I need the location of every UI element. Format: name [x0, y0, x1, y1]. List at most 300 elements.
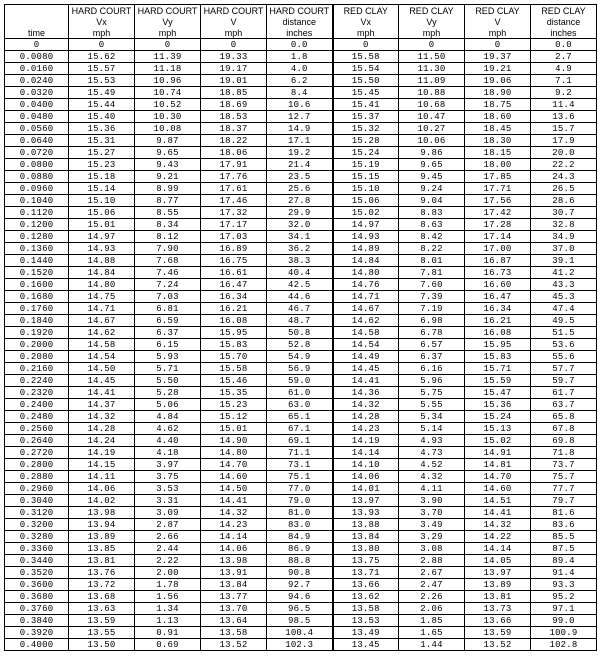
value-cell: 7.90 [135, 243, 201, 255]
value-cell: 2.47 [399, 579, 465, 591]
time-cell: 0.1280 [5, 231, 69, 243]
value-cell: 19.17 [201, 63, 267, 75]
table-row [5, 291, 597, 303]
value-cell: 17.61 [201, 183, 267, 195]
value-cell: 14.49 [333, 351, 399, 363]
value-cell: 9.04 [399, 195, 465, 207]
table-row [5, 435, 597, 447]
value-cell: 14.32 [201, 507, 267, 519]
value-cell: 15.24 [465, 411, 531, 423]
time-cell: 0.0320 [5, 87, 69, 99]
value-cell: 14.19 [333, 435, 399, 447]
table-row [5, 363, 597, 375]
value-cell: 14.93 [333, 231, 399, 243]
value-cell: 6.15 [135, 339, 201, 351]
value-cell: 14.62 [69, 327, 135, 339]
value-cell: 5.06 [135, 399, 201, 411]
value-cell: 14.15 [69, 459, 135, 471]
value-cell: 57.7 [531, 363, 597, 375]
value-cell: 14.80 [201, 447, 267, 459]
value-cell: 10.47 [399, 111, 465, 123]
value-cell: 15.57 [69, 63, 135, 75]
value-cell: 14.06 [69, 483, 135, 495]
value-cell: 8.42 [399, 231, 465, 243]
header-row-units [5, 27, 597, 39]
table-row [5, 459, 597, 471]
value-cell: 13.52 [465, 639, 531, 651]
value-cell: 69.8 [531, 435, 597, 447]
value-cell: 34.1 [267, 231, 333, 243]
value-cell: 16.08 [465, 327, 531, 339]
value-cell: 13.58 [333, 603, 399, 615]
time-cell: 0.3920 [5, 627, 69, 639]
table-row [5, 267, 597, 279]
time-cell: 0.1200 [5, 219, 69, 231]
time-cell: 0.2880 [5, 471, 69, 483]
value-cell: 8.01 [399, 255, 465, 267]
value-cell: 17.91 [201, 159, 267, 171]
value-cell: 13.68 [69, 591, 135, 603]
table-row [5, 603, 597, 615]
time-cell: 0.0480 [5, 111, 69, 123]
value-cell: 15.59 [465, 375, 531, 387]
header-cell: Vx [333, 16, 399, 27]
value-cell: 18.30 [465, 135, 531, 147]
header-row-quantity [5, 16, 597, 27]
value-cell: 10.30 [135, 111, 201, 123]
value-cell: 84.9 [267, 531, 333, 543]
table-row [5, 219, 597, 231]
value-cell: 18.00 [465, 159, 531, 171]
value-cell: 7.46 [135, 267, 201, 279]
header-cell: mph [69, 27, 135, 39]
time-cell: 0.2400 [5, 399, 69, 411]
header-cell [5, 5, 69, 17]
value-cell: 14.41 [69, 387, 135, 399]
table-row [5, 615, 597, 627]
time-cell: 0.1680 [5, 291, 69, 303]
value-cell: 14.19 [69, 447, 135, 459]
value-cell: 14.54 [69, 351, 135, 363]
value-cell: 4.84 [135, 411, 201, 423]
value-cell: 3.90 [399, 495, 465, 507]
time-cell: 0 [5, 39, 69, 51]
value-cell: 14.28 [69, 423, 135, 435]
table-row [5, 423, 597, 435]
value-cell: 96.5 [267, 603, 333, 615]
value-cell: 4.0 [267, 63, 333, 75]
value-cell: 13.71 [333, 567, 399, 579]
value-cell: 19.06 [465, 75, 531, 87]
time-cell: 0.3280 [5, 531, 69, 543]
value-cell: 54.9 [267, 351, 333, 363]
value-cell: 15.83 [201, 339, 267, 351]
value-cell: 15.19 [333, 159, 399, 171]
value-cell: 83.6 [531, 519, 597, 531]
value-cell: 63.7 [531, 399, 597, 411]
value-cell: 13.81 [465, 591, 531, 603]
value-cell: 7.1 [531, 75, 597, 87]
value-cell: 18.53 [201, 111, 267, 123]
value-cell: 75.1 [267, 471, 333, 483]
value-cell: 5.93 [135, 351, 201, 363]
value-cell: 16.75 [201, 255, 267, 267]
value-cell: 56.9 [267, 363, 333, 375]
value-cell: 14.32 [465, 519, 531, 531]
value-cell: 15.95 [201, 327, 267, 339]
value-cell: 15.13 [465, 423, 531, 435]
value-cell: 92.7 [267, 579, 333, 591]
header-cell: Vy [399, 16, 465, 27]
value-cell: 63.0 [267, 399, 333, 411]
value-cell: 3.70 [399, 507, 465, 519]
value-cell: 9.45 [399, 171, 465, 183]
value-cell: 15.23 [69, 159, 135, 171]
value-cell: 0 [69, 39, 135, 51]
value-cell: 14.58 [333, 327, 399, 339]
value-cell: 45.3 [531, 291, 597, 303]
value-cell: 93.3 [531, 579, 597, 591]
value-cell: 15.83 [465, 351, 531, 363]
value-cell: 15.14 [69, 183, 135, 195]
value-cell: 16.08 [201, 315, 267, 327]
header-cell: mph [399, 27, 465, 39]
time-cell: 0.1840 [5, 315, 69, 327]
value-cell: 67.8 [531, 423, 597, 435]
data-table [4, 4, 597, 651]
value-cell: 2.67 [399, 567, 465, 579]
time-cell: 0.2000 [5, 339, 69, 351]
value-cell: 14.91 [465, 447, 531, 459]
time-cell: 0.2240 [5, 375, 69, 387]
value-cell: 17.32 [201, 207, 267, 219]
value-cell: 14.32 [69, 411, 135, 423]
value-cell: 16.34 [465, 303, 531, 315]
value-cell: 14.9 [267, 123, 333, 135]
value-cell: 5.14 [399, 423, 465, 435]
value-cell: 15.02 [465, 435, 531, 447]
table-header [5, 5, 597, 39]
value-cell: 14.97 [69, 231, 135, 243]
value-cell: 47.4 [531, 303, 597, 315]
value-cell: 16.47 [465, 291, 531, 303]
value-cell: 5.55 [399, 399, 465, 411]
value-cell: 19.33 [201, 51, 267, 63]
time-cell: 0.3120 [5, 507, 69, 519]
time-cell: 0.1520 [5, 267, 69, 279]
value-cell: 13.58 [201, 627, 267, 639]
value-cell: 5.34 [399, 411, 465, 423]
value-cell: 17.00 [465, 243, 531, 255]
value-cell: 11.18 [135, 63, 201, 75]
value-cell: 13.66 [465, 615, 531, 627]
value-cell: 5.75 [399, 387, 465, 399]
time-cell: 0.0160 [5, 63, 69, 75]
table-row [5, 63, 597, 75]
value-cell: 14.45 [69, 375, 135, 387]
value-cell: 1.34 [135, 603, 201, 615]
value-cell: 15.46 [201, 375, 267, 387]
value-cell: 55.6 [531, 351, 597, 363]
value-cell: 16.61 [201, 267, 267, 279]
value-cell: 3.29 [399, 531, 465, 543]
time-cell: 0.3360 [5, 543, 69, 555]
value-cell: 7.03 [135, 291, 201, 303]
value-cell: 16.47 [201, 279, 267, 291]
value-cell: 30.7 [531, 207, 597, 219]
value-cell: 14.23 [333, 423, 399, 435]
table-row [5, 567, 597, 579]
value-cell: 6.57 [399, 339, 465, 351]
header-cell: mph [465, 27, 531, 39]
value-cell: 13.55 [69, 627, 135, 639]
value-cell: 13.84 [333, 531, 399, 543]
time-cell: 0.0400 [5, 99, 69, 111]
value-cell: 2.7 [531, 51, 597, 63]
value-cell: 15.40 [69, 111, 135, 123]
value-cell: 13.70 [201, 603, 267, 615]
value-cell: 17.85 [465, 171, 531, 183]
table-row [5, 399, 597, 411]
value-cell: 46.7 [267, 303, 333, 315]
table-row [5, 111, 597, 123]
value-cell: 17.14 [465, 231, 531, 243]
value-cell: 14.50 [69, 363, 135, 375]
value-cell: 18.90 [465, 87, 531, 99]
table-row [5, 519, 597, 531]
header-cell: RED CLAY [333, 5, 399, 17]
value-cell: 13.88 [333, 519, 399, 531]
header-cell: inches [531, 27, 597, 39]
value-cell: 6.2 [267, 75, 333, 87]
value-cell: 15.31 [69, 135, 135, 147]
value-cell: 3.49 [399, 519, 465, 531]
value-cell: 13.53 [333, 615, 399, 627]
value-cell: 8.12 [135, 231, 201, 243]
value-cell: 28.6 [531, 195, 597, 207]
value-cell: 14.50 [201, 483, 267, 495]
time-cell: 0.1040 [5, 195, 69, 207]
time-cell: 0.2960 [5, 483, 69, 495]
value-cell: 15.7 [531, 123, 597, 135]
value-cell: 3.53 [135, 483, 201, 495]
value-cell: 49.5 [531, 315, 597, 327]
table-row [5, 183, 597, 195]
value-cell: 17.17 [201, 219, 267, 231]
value-cell: 8.4 [267, 87, 333, 99]
value-cell: 94.6 [267, 591, 333, 603]
value-cell: 24.3 [531, 171, 597, 183]
value-cell: 13.97 [465, 567, 531, 579]
value-cell: 8.22 [399, 243, 465, 255]
header-cell: RED CLAY [465, 5, 531, 17]
value-cell: 14.32 [333, 399, 399, 411]
value-cell: 15.01 [201, 423, 267, 435]
value-cell: 14.54 [333, 339, 399, 351]
table-row [5, 159, 597, 171]
value-cell: 14.06 [201, 543, 267, 555]
value-cell: 11.4 [531, 99, 597, 111]
value-cell: 0 [399, 39, 465, 51]
value-cell: 97.1 [531, 603, 597, 615]
value-cell: 2.22 [135, 555, 201, 567]
value-cell: 9.65 [399, 159, 465, 171]
value-cell: 18.60 [465, 111, 531, 123]
value-cell: 15.15 [333, 171, 399, 183]
time-cell: 0.2800 [5, 459, 69, 471]
time-cell: 0.0080 [5, 51, 69, 63]
value-cell: 14.84 [333, 255, 399, 267]
value-cell: 10.52 [135, 99, 201, 111]
table-row [5, 255, 597, 267]
time-cell: 0.0640 [5, 135, 69, 147]
value-cell: 14.97 [333, 219, 399, 231]
value-cell: 15.95 [465, 339, 531, 351]
value-cell: 8.63 [399, 219, 465, 231]
value-cell: 18.37 [201, 123, 267, 135]
value-cell: 14.41 [465, 507, 531, 519]
value-cell: 13.76 [69, 567, 135, 579]
header-cell: distance [267, 16, 333, 27]
table-row [5, 279, 597, 291]
value-cell: 14.81 [465, 459, 531, 471]
value-cell: 19.2 [267, 147, 333, 159]
value-cell: 13.52 [201, 639, 267, 651]
value-cell: 52.8 [267, 339, 333, 351]
time-cell: 0.2320 [5, 387, 69, 399]
value-cell: 17.56 [465, 195, 531, 207]
value-cell: 7.68 [135, 255, 201, 267]
time-cell: 0.2160 [5, 363, 69, 375]
value-cell: 39.1 [531, 255, 597, 267]
table-row [5, 231, 597, 243]
value-cell: 32.0 [267, 219, 333, 231]
value-cell: 2.00 [135, 567, 201, 579]
value-cell: 14.06 [333, 471, 399, 483]
value-cell: 44.6 [267, 291, 333, 303]
header-cell: mph [201, 27, 267, 39]
value-cell: 14.28 [333, 411, 399, 423]
value-cell: 26.5 [531, 183, 597, 195]
value-cell: 14.60 [465, 483, 531, 495]
value-cell: 4.62 [135, 423, 201, 435]
value-cell: 14.45 [333, 363, 399, 375]
value-cell: 102.3 [267, 639, 333, 651]
value-cell: 14.01 [333, 483, 399, 495]
value-cell: 91.4 [531, 567, 597, 579]
value-cell: 15.47 [465, 387, 531, 399]
value-cell: 13.62 [333, 591, 399, 603]
value-cell: 10.96 [135, 75, 201, 87]
value-cell: 11.30 [399, 63, 465, 75]
value-cell: 16.87 [465, 255, 531, 267]
value-cell: 4.52 [399, 459, 465, 471]
value-cell: 0 [201, 39, 267, 51]
value-cell: 17.42 [465, 207, 531, 219]
value-cell: 6.16 [399, 363, 465, 375]
value-cell: 17.46 [201, 195, 267, 207]
value-cell: 14.14 [333, 447, 399, 459]
table-row [5, 543, 597, 555]
value-cell: 90.8 [267, 567, 333, 579]
table-row [5, 411, 597, 423]
value-cell: 34.9 [531, 231, 597, 243]
time-cell: 0.1120 [5, 207, 69, 219]
table-row [5, 195, 597, 207]
time-cell: 0.0240 [5, 75, 69, 87]
table-row [5, 507, 597, 519]
value-cell: 8.77 [135, 195, 201, 207]
value-cell: 50.8 [267, 327, 333, 339]
value-cell: 5.50 [135, 375, 201, 387]
value-cell: 1.85 [399, 615, 465, 627]
value-cell: 10.06 [399, 135, 465, 147]
value-cell: 15.49 [69, 87, 135, 99]
value-cell: 6.81 [135, 303, 201, 315]
value-cell: 15.53 [69, 75, 135, 87]
value-cell: 13.64 [201, 615, 267, 627]
value-cell: 7.19 [399, 303, 465, 315]
value-cell: 13.49 [333, 627, 399, 639]
header-cell: inches [267, 27, 333, 39]
value-cell: 18.69 [201, 99, 267, 111]
value-cell: 6.98 [399, 315, 465, 327]
value-cell: 14.36 [333, 387, 399, 399]
value-cell: 86.9 [267, 543, 333, 555]
value-cell: 38.3 [267, 255, 333, 267]
table-row [5, 375, 597, 387]
value-cell: 15.36 [69, 123, 135, 135]
value-cell: 0 [465, 39, 531, 51]
value-cell: 15.54 [333, 63, 399, 75]
time-cell: 0.3840 [5, 615, 69, 627]
header-cell: mph [333, 27, 399, 39]
value-cell: 13.84 [201, 579, 267, 591]
time-cell: 0.3200 [5, 519, 69, 531]
value-cell: 14.90 [201, 435, 267, 447]
value-cell: 14.67 [69, 315, 135, 327]
value-cell: 3.09 [135, 507, 201, 519]
value-cell: 65.1 [267, 411, 333, 423]
header-cell: time [5, 27, 69, 39]
value-cell: 14.51 [465, 495, 531, 507]
value-cell: 13.59 [69, 615, 135, 627]
value-cell: 0 [135, 39, 201, 51]
value-cell: 13.63 [69, 603, 135, 615]
table-row [5, 243, 597, 255]
value-cell: 15.36 [465, 399, 531, 411]
value-cell: 15.70 [201, 351, 267, 363]
value-cell: 3.97 [135, 459, 201, 471]
time-cell: 0.3680 [5, 591, 69, 603]
table-row [5, 483, 597, 495]
value-cell: 15.02 [333, 207, 399, 219]
value-cell: 14.84 [69, 267, 135, 279]
value-cell: 15.50 [333, 75, 399, 87]
table-row [5, 147, 597, 159]
value-cell: 13.89 [465, 579, 531, 591]
value-cell: 17.03 [201, 231, 267, 243]
value-cell: 15.12 [201, 411, 267, 423]
value-cell: 40.4 [267, 267, 333, 279]
value-cell: 13.81 [69, 555, 135, 567]
value-cell: 61.0 [267, 387, 333, 399]
value-cell: 4.32 [399, 471, 465, 483]
time-cell: 0.1760 [5, 303, 69, 315]
time-cell: 0.4000 [5, 639, 69, 651]
value-cell: 2.66 [135, 531, 201, 543]
value-cell: 99.0 [531, 615, 597, 627]
